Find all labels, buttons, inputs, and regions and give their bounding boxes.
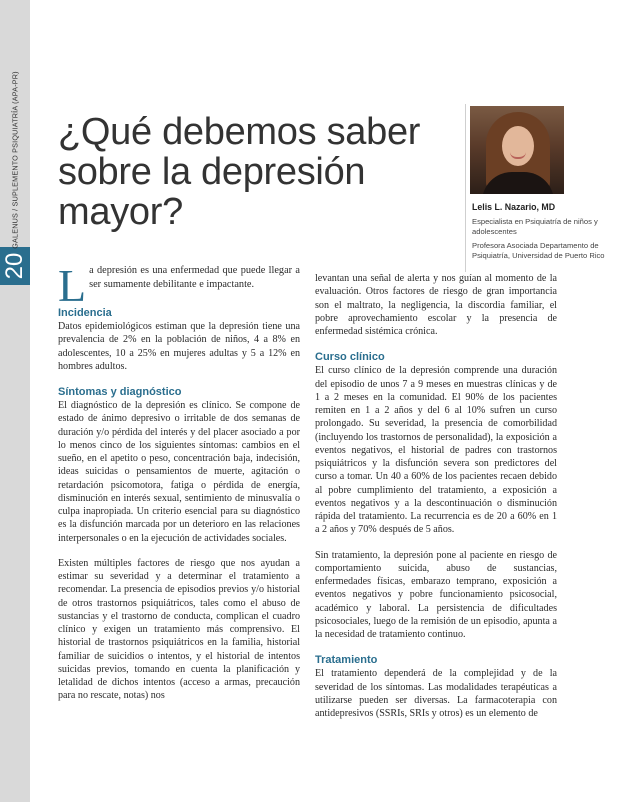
- heading-sintomas: Síntomas y diagnóstico: [58, 386, 182, 398]
- drop-cap: L: [58, 260, 87, 311]
- paragraph-sin-tratamiento: Sin tratamiento, la depresión pone al paciente en riesgo de comportamiento suicida, abuso de sustancias, enfermedades físicas, embarazo temprano, exposición a eventos negativos y pobre funcionamiento psicosocial, académico y laboral. La persistencia de dificultades psicosociales, luego de la remisión de un episodio, apunta a la necesidad de tratamiento continuo.: [315, 549, 557, 640]
- running-head: [11, 71, 20, 249]
- intro-paragraph: La depresión es una enfermedad que puede llegar a ser sumamente debilitante e impactante.: [58, 260, 300, 311]
- paragraph-sintomas: El diagnóstico de la depresión es clínico. Se compone de estado de ánimo depresivo o irritable de dos semanas de duración y/o pérdida del interés y del placer asociado a por lo menos cinco de los siguientes síntomas: cambios en el sueño, en el apetito o peso, concentración baja, indecisión, ideas suicidas o pensamientos de muerte, agitación o retardación psicomotora, fatiga o pérdida de energía, disminución en interés sexual, sentimiento de minusvalía o culpa inapropiada. Un criterio esencial para su diagnóstico es la disfunción marcada por un deterioro en las relaciones interpersonales o en la ejecución de actividades sociales.: [58, 400, 300, 544]
- column-left: [58, 260, 300, 703]
- running-head-separator: /: [10, 206, 20, 214]
- heading-tratamiento: Tratamiento: [315, 654, 378, 667]
- paragraph-curso: El curso clínico de la depresión comprende una duración del episodio de unos 7 a 9 meses en muestras clínicas y de 1 a 2 meses en la comunidad. El 90% de los pacientes remiten en 1 a 2 años y del 6 al 10% sufren un curso prolongado. Su severidad, la presencia de comorbilidad (incluyendo los trastornos de personalidad), la exposición a eventos negativos, el historial de padres con trastornos psiquiátricos y la disfunción severa son predictores del curso a tomar. Un 40 a 60% de los pacientes recaen debido al pobre cumplimiento del tratamiento, a exposición a eventos negativos y a la descontinuación o disminución rápida del tratamiento. La recurrencia es de 20 a 60% en 1 a 2 años y 70% después de 5 años.: [315, 365, 557, 536]
- heading-curso: Curso clínico: [315, 351, 385, 364]
- paragraph-factores: Existen múltiples factores de riesgo que nos ayudan a estimar su severidad y a determinar el tratamiento a recomendar. La presencia de episodios previos y/o historial de otros trastornos psiquiátricos, tales como el abuso de sustancias y el trastorno de conducta, complican el cuadro clínico y exigen un tratamiento más comprensivo. El historial de trastornos psiquiátricos en la familia, historial familiar de suicidios o intentos, y el historial de intentos suicidas previos, tomando en cuenta la planificación y letalidad de dichos intentos (acceso a armas, precaución para no rescate, notas) nos: [58, 557, 300, 702]
- page-number: 20: [0, 247, 30, 285]
- title-line-1: ¿Qué debemos saber: [58, 111, 421, 153]
- author-divider: [465, 104, 466, 272]
- heading-incidencia: Incidencia: [58, 307, 112, 319]
- paragraph-factores-cont: levantan una señal de alerta y nos guían al momento de la evaluación. Otros factores de riesgo de gran importancia son el maltrato, la negligencia, la discordia familiar, el pobre aprovechamiento escolar y la presencia de enfermedad sistémica crónica.: [315, 273, 557, 337]
- column-right: [315, 272, 557, 720]
- author-role: Especialista en Psiquiatría de niños y adolescentes: [472, 217, 598, 236]
- paragraph-tratamiento: El tratamiento dependerá de la complejidad y de la severidad de los síntomas. Las modalidades terapéuticas a utilizarse pueden ser diversas. La farmacoterapia con antidepresivos (SSRIs, SRIs y otros) es un elemento de: [315, 668, 557, 719]
- author-photo: [470, 106, 564, 194]
- journal-name: GALENUS: [10, 213, 20, 249]
- author-affiliation: Profesora Asociada Departamento de Psiquiatría, Universidad de Puerto Rico: [472, 241, 605, 260]
- supplement-name: SUPLEMENTO PSIQUIATRÍA (APA-PR): [10, 71, 20, 207]
- article-title: [58, 112, 458, 232]
- paragraph-incidencia: Datos epidemiológicos estiman que la depresión tiene una prevalencia de 2% en la población de niños, 4 a 8% en adolescentes, 10 a 25% en mujeres adultas y 5 a 12% en hombres adultos.: [58, 321, 300, 372]
- author-name: Lelis L. Nazario, MD: [472, 202, 556, 212]
- title-line-3: mayor?: [58, 191, 183, 233]
- author-box: [472, 203, 612, 260]
- title-line-2: sobre la depresión: [58, 151, 366, 193]
